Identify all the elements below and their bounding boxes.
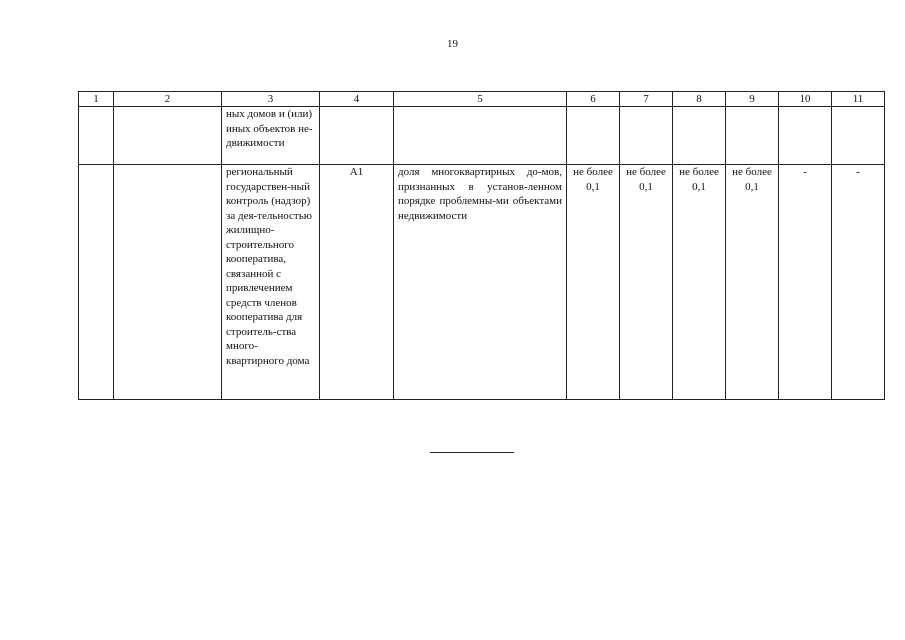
table-cell-dash: - [779, 165, 832, 400]
table-cell-value: не более 0,1 [726, 165, 779, 400]
table-cell-control-type: региональный государствен-ный контроль (надзор) за дея-тельностью жилищно-строительного кооператива, связанной с привлечением средств членов кооператива для строитель-ства много-квартирного дома [222, 165, 320, 400]
column-header-2: 2 [114, 92, 222, 107]
table-cell-value: не более 0,1 [620, 165, 673, 400]
table-cell-value: не более 0,1 [567, 165, 620, 400]
table-cell [114, 165, 222, 400]
table-row [79, 165, 885, 400]
column-header-1: 1 [79, 92, 114, 107]
table-cell [620, 107, 673, 165]
table-cell-value: не более 0,1 [673, 165, 726, 400]
table-cell [79, 165, 114, 400]
table-cell-object-continuation: ных домов и (или) иных объектов не-движимости [222, 107, 320, 165]
column-header-3: 3 [222, 92, 320, 107]
table-header-row [79, 92, 885, 107]
column-header-9: 9 [726, 92, 779, 107]
table-cell [779, 107, 832, 165]
column-header-7: 7 [620, 92, 673, 107]
column-header-11: 11 [832, 92, 885, 107]
table-cell [726, 107, 779, 165]
column-header-8: 8 [673, 92, 726, 107]
table-cell-dash: - [832, 165, 885, 400]
table-cell-indicator-code: А1 [320, 165, 394, 400]
divider-line [430, 452, 514, 453]
table-cell [567, 107, 620, 165]
table-cell [673, 107, 726, 165]
table-cell [394, 107, 567, 165]
column-header-6: 6 [567, 92, 620, 107]
column-header-4: 4 [320, 92, 394, 107]
table-cell-indicator-description: доля многоквартирных до-мов, признанных в установ-ленном порядке проблемны-ми объектами недвижимости [394, 165, 567, 400]
table-cell [79, 107, 114, 165]
table-cell [320, 107, 394, 165]
table-cell [832, 107, 885, 165]
table-cell [114, 107, 222, 165]
column-header-10: 10 [779, 92, 832, 107]
indicators-table [78, 91, 885, 400]
column-header-5: 5 [394, 92, 567, 107]
table-row [79, 107, 885, 165]
page-number: 19 [447, 38, 458, 50]
